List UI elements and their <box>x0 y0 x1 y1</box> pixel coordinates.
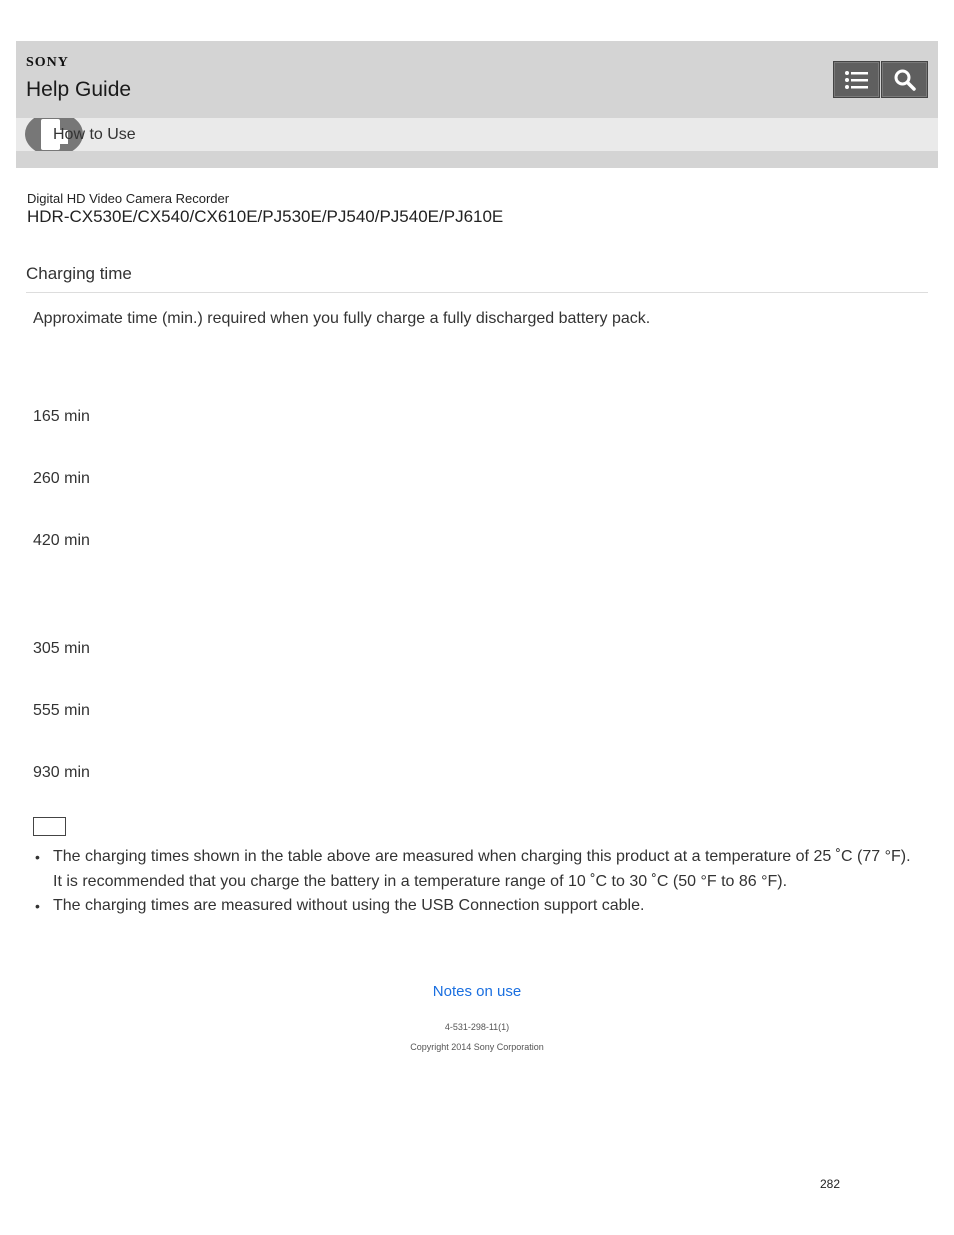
note-heading-box <box>33 817 66 836</box>
charging-time-value: 260 min <box>33 470 90 487</box>
charging-time-value: 165 min <box>33 408 90 425</box>
title-divider <box>26 292 928 293</box>
product-name: Digital HD Video Camera Recorder <box>27 191 230 206</box>
page-title: Charging time <box>26 264 132 283</box>
list-item: • The charging times shown in the table above are measured when charging this product at a temperature of 25 ˚C (77 °F). It is recommended that you charge the battery in a temperature range of 10 ˚C to 30 ˚C (50 °F to 86 °F). <box>33 845 923 894</box>
list-icon <box>844 69 870 91</box>
page-number: 282 <box>820 1177 841 1191</box>
list-item: • The charging times are measured without using the USB Connection support cable. <box>33 894 923 919</box>
page-header <box>16 41 938 168</box>
notes-on-use-link[interactable]: Notes on use <box>432 983 522 1000</box>
search-icon <box>893 68 917 92</box>
notes-list <box>33 845 923 919</box>
charging-time-value: 420 min <box>33 532 90 549</box>
charging-time-value: 555 min <box>33 702 90 719</box>
table-of-contents-button[interactable] <box>833 61 880 98</box>
intro-text: Approximate time (min.) required when you fully charge a fully discharged battery pack. <box>33 310 651 327</box>
document-number: 4-531-298-11(1) <box>444 1022 510 1032</box>
breadcrumb-how-to-use[interactable]: How to Use <box>53 126 136 143</box>
charging-time-value: 930 min <box>33 764 90 781</box>
help-guide-title: Help Guide <box>26 78 132 101</box>
search-button[interactable] <box>881 61 928 98</box>
charging-time-value: 305 min <box>33 640 90 657</box>
copyright-notice: Copyright 2014 Sony Corporation <box>410 1042 544 1052</box>
breadcrumb-bar <box>16 118 938 151</box>
model-numbers: HDR-CX530E/CX540/CX610E/PJ530E/PJ540/PJ540E/PJ610E <box>27 207 504 226</box>
brand-logo: SONY <box>26 55 69 70</box>
